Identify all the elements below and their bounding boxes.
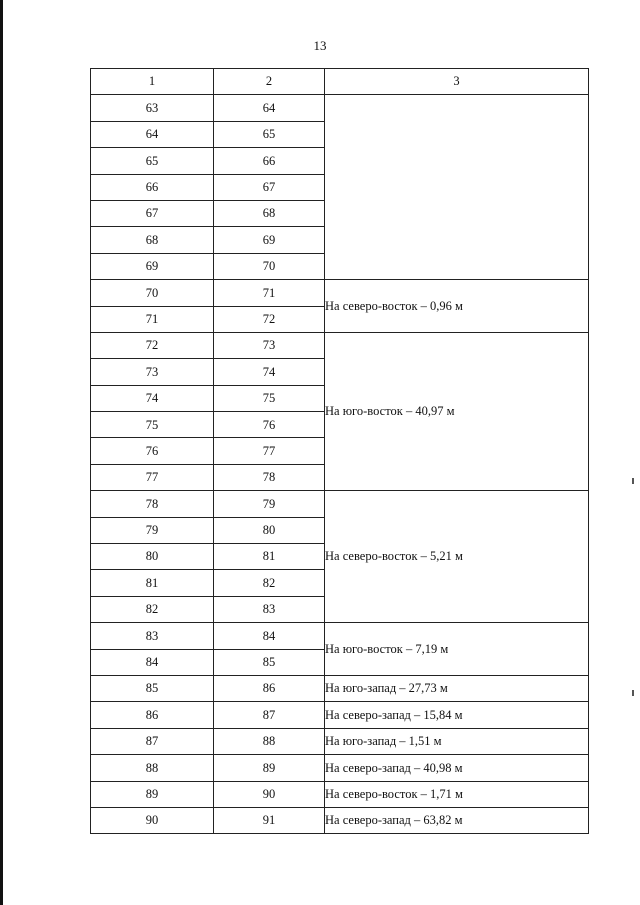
point-from-cell: 71	[91, 306, 214, 332]
direction-distance-cell: На юго-восток – 40,97 м	[325, 332, 589, 490]
direction-distance-cell: На северо-восток – 1,71 м	[325, 781, 589, 807]
table-row	[91, 280, 589, 306]
direction-distance-cell	[325, 95, 589, 280]
direction-distance-cell: На северо-запад – 15,84 м	[325, 702, 589, 728]
point-from-cell: 80	[91, 544, 214, 570]
table-header-row	[91, 69, 589, 95]
point-to-cell: 72	[214, 306, 325, 332]
point-to-cell: 75	[214, 385, 325, 411]
point-from-cell: 76	[91, 438, 214, 464]
point-to-cell: 87	[214, 702, 325, 728]
page-number: 13	[313, 38, 327, 53]
point-to-cell: 82	[214, 570, 325, 596]
header-col-3: 3	[325, 69, 589, 95]
scan-speck	[632, 478, 634, 484]
direction-distance-cell: На юго-запад – 1,51 м	[325, 728, 589, 754]
table-row	[91, 491, 589, 517]
point-to-cell: 79	[214, 491, 325, 517]
point-from-cell: 75	[91, 412, 214, 438]
point-from-cell: 73	[91, 359, 214, 385]
point-from-cell: 70	[91, 280, 214, 306]
boundary-table	[90, 68, 589, 834]
point-to-cell: 67	[214, 174, 325, 200]
point-to-cell: 90	[214, 781, 325, 807]
table-row	[91, 728, 589, 754]
point-from-cell: 84	[91, 649, 214, 675]
point-from-cell: 86	[91, 702, 214, 728]
point-to-cell: 70	[214, 253, 325, 279]
point-from-cell: 67	[91, 200, 214, 226]
point-from-cell: 87	[91, 728, 214, 754]
point-from-cell: 63	[91, 95, 214, 121]
point-to-cell: 78	[214, 464, 325, 490]
table-row	[91, 781, 589, 807]
point-from-cell: 79	[91, 517, 214, 543]
direction-distance-cell: На северо-запад – 63,82 м	[325, 807, 589, 833]
point-from-cell: 90	[91, 807, 214, 833]
point-to-cell: 81	[214, 544, 325, 570]
point-from-cell: 83	[91, 623, 214, 649]
point-from-cell: 82	[91, 596, 214, 622]
point-to-cell: 68	[214, 200, 325, 226]
table-row	[91, 95, 589, 121]
point-from-cell: 68	[91, 227, 214, 253]
scan-left-edge	[0, 0, 3, 905]
header-col-2: 2	[214, 69, 325, 95]
point-from-cell: 78	[91, 491, 214, 517]
table-row	[91, 755, 589, 781]
point-to-cell: 69	[214, 227, 325, 253]
point-to-cell: 76	[214, 412, 325, 438]
direction-distance-cell: На юго-запад – 27,73 м	[325, 675, 589, 701]
point-from-cell: 65	[91, 148, 214, 174]
point-to-cell: 77	[214, 438, 325, 464]
point-to-cell: 80	[214, 517, 325, 543]
point-to-cell: 64	[214, 95, 325, 121]
header-col-1: 1	[91, 69, 214, 95]
point-to-cell: 91	[214, 807, 325, 833]
direction-distance-cell: На северо-восток – 5,21 м	[325, 491, 589, 623]
scan-speck	[632, 690, 634, 696]
direction-distance-cell: На северо-восток – 0,96 м	[325, 280, 589, 333]
point-from-cell: 85	[91, 675, 214, 701]
table-row	[91, 623, 589, 649]
point-to-cell: 85	[214, 649, 325, 675]
point-from-cell: 81	[91, 570, 214, 596]
point-from-cell: 69	[91, 253, 214, 279]
point-to-cell: 88	[214, 728, 325, 754]
point-to-cell: 89	[214, 755, 325, 781]
table-row	[91, 702, 589, 728]
point-from-cell: 72	[91, 332, 214, 358]
direction-distance-cell: На юго-восток – 7,19 м	[325, 623, 589, 676]
point-to-cell: 83	[214, 596, 325, 622]
point-to-cell: 73	[214, 332, 325, 358]
table-body	[91, 95, 589, 834]
point-from-cell: 88	[91, 755, 214, 781]
direction-distance-cell: На северо-запад – 40,98 м	[325, 755, 589, 781]
point-from-cell: 77	[91, 464, 214, 490]
point-from-cell: 74	[91, 385, 214, 411]
point-to-cell: 86	[214, 675, 325, 701]
table-row	[91, 675, 589, 701]
point-to-cell: 74	[214, 359, 325, 385]
point-from-cell: 64	[91, 121, 214, 147]
point-to-cell: 84	[214, 623, 325, 649]
point-to-cell: 71	[214, 280, 325, 306]
point-from-cell: 89	[91, 781, 214, 807]
point-to-cell: 66	[214, 148, 325, 174]
point-from-cell: 66	[91, 174, 214, 200]
table-row	[91, 332, 589, 358]
point-to-cell: 65	[214, 121, 325, 147]
table-row	[91, 807, 589, 833]
